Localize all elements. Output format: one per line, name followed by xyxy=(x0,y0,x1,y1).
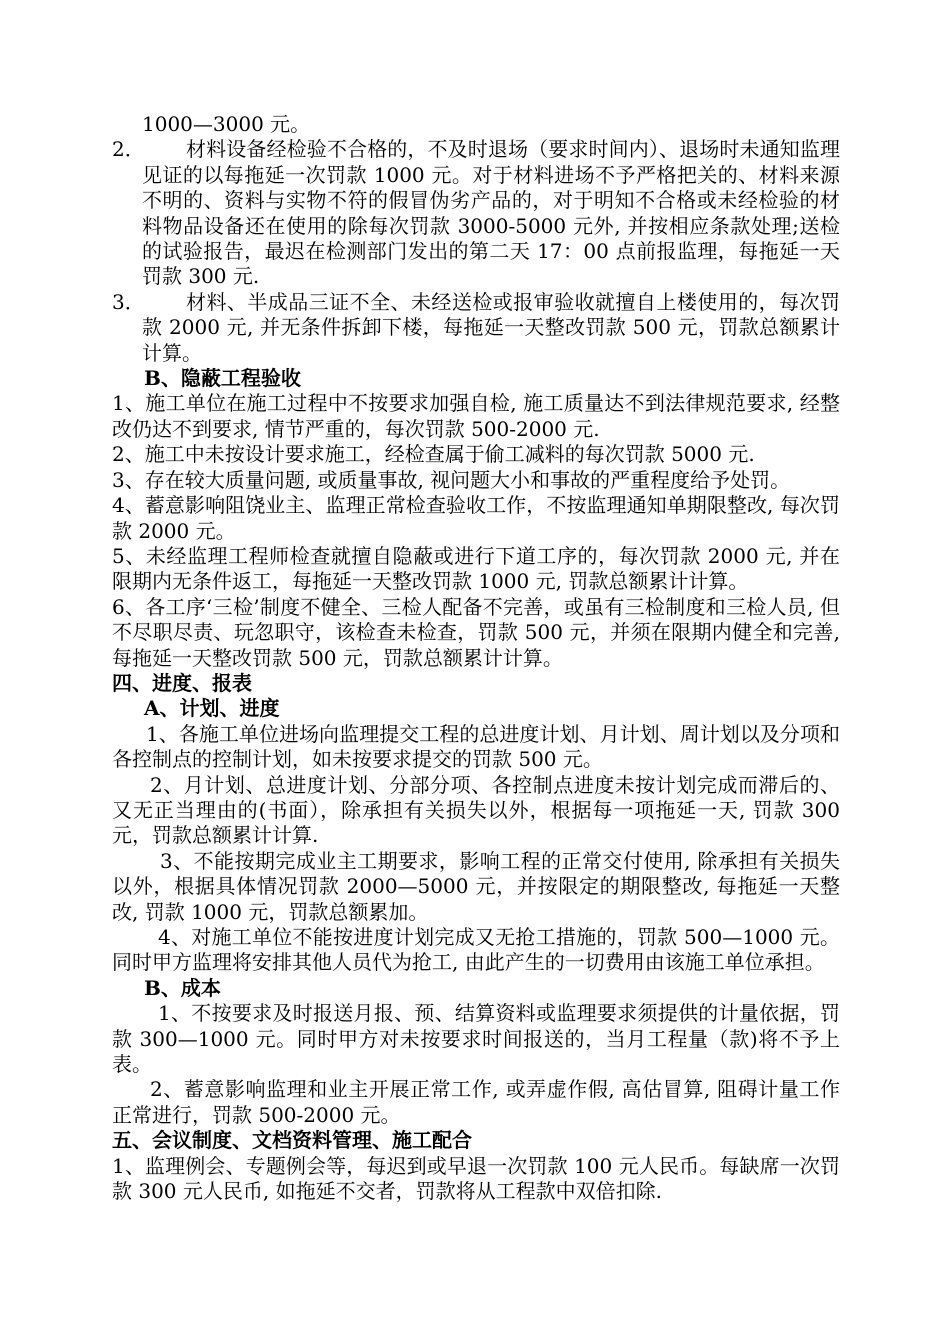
continuation-text: 1000—3000 元。 xyxy=(142,112,311,136)
list-item-text: 材料、半成品三证不全、未经送检或报审验收就擅自上楼使用的，每次罚款 2000 元, 并无条件拆卸下楼，每拖延一天整改罚款 500 元，罚款总额累计计算。 xyxy=(142,289,840,365)
section-heading-schedule-reports: 四、进度、报表 xyxy=(112,670,252,695)
section-heading-hidden-works: B、隐蔽工程验收 xyxy=(144,366,301,391)
paragraph-5-1: 1、监理例会、专题例会等，每迟到或早退一次罚款 100 元人民币。每缺席一次罚款 300 元人民币, 如拖延不交者，罚款将从工程款中双倍扣除. xyxy=(112,1153,840,1204)
paragraph-b1-1: 1、施工单位在施工过程中不按要求加强自检, 施工质量达不到法律规范要求, 经整改仍达不到要求, 情节严重的，每次罚款 500-2000 元. xyxy=(112,391,840,441)
paragraph-b1-4: 4、蓄意影响阻饶业主、监理正常检查验收工作，不按监理通知单期限整改, 每次罚款 2000 元。 xyxy=(112,493,840,543)
paragraph-a-2: 2、月计划、总进度计划、分部分项、各控制点进度未按计划完成而滞后的、又无正当理由的(书面），除承担有关损失以外，根据每一项拖延一天, 罚款 300 元，罚款总额累计计算. xyxy=(112,772,840,848)
paragraph-a-3: 3、不能按期完成业主工期要求，影响工程的正常交付使用, 除承担有关损失以外，根据具体情况罚款 2000—5000 元，并按限定的期限整改, 每拖延一天整改, 罚款 1000 元，罚款总额累加。 xyxy=(112,848,840,924)
section-heading-plan-progress: A、计划、进度 xyxy=(144,696,280,721)
paragraph-b1-5: 5、未经监理工程师检查就擅自隐蔽或进行下道工序的，每次罚款 2000 元, 并在限期内无条件返工，每拖延一天整改罚款 1000 元, 罚款总额累计计算。 xyxy=(112,543,840,594)
paragraph-b2-1: 1、不按要求及时报送月报、预、结算资料或监理要求须提供的计量依据，罚款 300—1000 元。同时甲方对未按要求时间报送的，当月工程量（款)将不予上表。 xyxy=(112,1001,840,1077)
list-item-3 xyxy=(112,290,840,366)
paragraph-a-1: 1、各施工单位进场向监理提交工程的总进度计划、月计划、周计划以及分项和各控制点的控制计划，如未按要求提交的罚款 500 元。 xyxy=(112,721,840,772)
paragraph-a-4: 4、对施工单位不能按进度计划完成又无抢工措施的，罚款 500—1000 元。同时甲方监理将安排其他人员代为抢工, 由此产生的一切费用由该施工单位承担。 xyxy=(112,925,840,975)
list-number: 3． xyxy=(112,289,145,314)
list-item-text: 材料设备经检验不合格的，不及时退场（要求时间内）、退场时未通知监理见证的以每拖延一次罚款 1000 元。对于材料进场不予严格把关的、材料来源不明的、资料与实物不符的假冒伪劣产品的，对于明知不合格或未经检验的材料物品设备还在使用的除每次罚款 3000-5000 元外, 并按相应条款处理;送检的试验报告，最迟在检测部门发出的第二天 17：00 点前报监理，每拖延一天罚款 300 元. xyxy=(142,137,840,289)
section-heading-cost: B、成本 xyxy=(144,975,221,1000)
section-heading-meetings-docs: 五、会议制度、文档资料管理、施工配合 xyxy=(112,1128,472,1153)
list-item-2 xyxy=(112,137,840,289)
paragraph-b2-2: 2、蓄意影响监理和业主开展正常工作, 或弄虚作假, 高估冒算, 阻碍计量工作正常进行，罚款 500-2000 元。 xyxy=(112,1077,840,1127)
paragraph-b1-2: 2、施工中未按设计要求施工，经检查属于偷工减料的每次罚款 5000 元. xyxy=(112,442,755,467)
list-number: 2． xyxy=(112,137,145,162)
document-page xyxy=(112,112,840,1204)
paragraph-b1-3: 3、存在较大质量问题, 或质量事故, 视问题大小和事故的严重程度给予处罚。 xyxy=(112,467,791,492)
paragraph-b1-6: 6、各工序‘三检’制度不健全、三检人配备不完善，或虽有三检制度和三检人员, 但不尽职尽责、玩忽职守，该检查未检查，罚款 500 元，并须在限期内健全和完善, 每拖延一天整改罚款 500 元，罚款总额累计计算。 xyxy=(112,594,840,670)
